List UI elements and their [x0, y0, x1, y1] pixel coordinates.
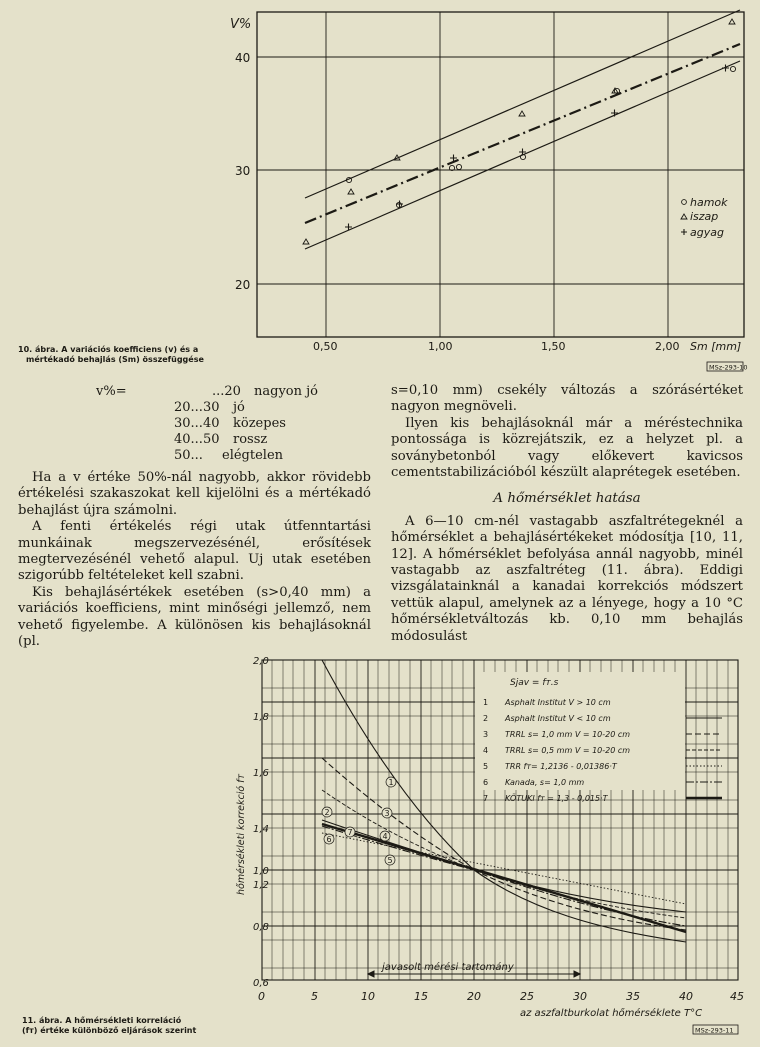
fig11-x-tick: 15 [414, 990, 428, 1003]
fig11-x-tick: 30 [573, 990, 587, 1003]
table-label: elégtelen [222, 448, 284, 463]
fig11-x-tick: 10 [361, 990, 375, 1003]
fig11-legend-num: 6 [483, 778, 489, 787]
fig11-y-tick: 1,8 [253, 712, 269, 723]
figure-10 [0, 0, 760, 380]
fig11-legend-num: 4 [483, 746, 489, 755]
fig10-stamp: MSz-293-10 [709, 363, 748, 372]
fig11-y-label: hőmérsékleti korrekció fт [236, 773, 247, 895]
fig10-x-tick: 0,50 [313, 340, 338, 353]
fig11-legend-item-6: Kanada, s= 1,0 mm [505, 778, 585, 787]
curve-marker-5: 5 [387, 856, 393, 865]
right-column [391, 383, 743, 645]
table-label: nagyon jó [254, 384, 318, 399]
left-paragraph-1: Ha a v értéke 50%-nál nagyobb, akkor rövidebb értékelési szakaszokat kell kijelölni és a mértékadó behajlást újra számolni. [18, 470, 371, 518]
right-paragraph-2: Ilyen kis behajlásoknál már a méréstechnika pontossága is közrejátszik, ez a helyzet pl. a soványbetonból vagy előkevert kavicsos cementstabilizációból készült alaprétegek esetében. [391, 415, 743, 481]
table-range: 20...30 [174, 400, 220, 415]
fig11-x-label: az aszfaltburkolat hőmérséklete T°C [520, 1008, 703, 1019]
fig11-x-tick: 0 [258, 990, 265, 1003]
fig11-y-tick: 1,2 [253, 880, 269, 891]
fig11-y-tick: 0,6 [253, 978, 269, 989]
fig10-y-tick: 20 [235, 278, 251, 292]
fig11-y-tick: 1,6 [253, 768, 269, 779]
fig11-x-tick: 25 [520, 990, 534, 1003]
fig11-y-tick: 1,4 [253, 824, 269, 835]
fig11-legend-num: 1 [483, 698, 489, 707]
fig11-x-tick: 35 [626, 990, 640, 1003]
fig11-legend-item-3: TRRL s= 1,0 mm V = 10-20 cm [505, 730, 631, 739]
fig10-x-tick: 2,00 [655, 340, 680, 353]
section-heading: A hőmérséklet hatása [493, 491, 641, 507]
fig11-legend-item-7: KÖTUKI fт = 1,3 - 0,015·T [505, 794, 608, 803]
table-label: rossz [233, 432, 268, 447]
fig11-legend-num: 7 [483, 794, 489, 803]
fig10-x-label: Sm [mm] [690, 340, 742, 353]
fig10-y-label: V% [230, 17, 252, 32]
fig11-legend-num: 2 [483, 714, 489, 723]
table-range: ...20 [212, 384, 241, 399]
fig11-legend-title: Sjav = fт.s [510, 678, 559, 688]
fig10-caption-line1: 10. ábra. A variációs koefficiens (v) és a [18, 345, 199, 354]
fig11-x-tick: 45 [730, 990, 744, 1003]
fig10-caption-line2: mértékadó behajlás (Sm) összefüggése [26, 355, 204, 364]
right-paragraph-3: A 6—10 cm-nél vastagabb aszfaltrétegeknél a hőmérséklet a behajlásértékeket módosítja [10, 11, 12]. A hőmérséklet befolyása annál nagyobb, minél vastagabb az aszfaltréteg (11. ábra). Eddigi vizsgálatainknál a kanadai korrekciós módszert vettük alapul, amelynek az a lényege, hogy a 10 °C hőmérsékletváltozás kb. 0,10 mm behajlás módosulást [391, 513, 743, 644]
left-paragraph-3: Kis behajlásértékek esetében (s>0,40 mm) a variációs koefficiens, mint minőségi jellemző, nem vehető figyelembe. A különösen kis behajlásoknál (pl. [18, 584, 371, 650]
table-label: közepes [233, 416, 286, 431]
fig10-legend-agyag: agyag [690, 226, 724, 239]
left-column [18, 470, 371, 650]
fig11-legend-num: 3 [483, 730, 489, 739]
fig11-caption-line1: 11. ábra. A hőmérsékleti korreláció [22, 1016, 182, 1025]
curve-7 [322, 824, 686, 932]
fig11-legend-item-4: TRRL s= 0,5 mm V = 10-20 cm [505, 746, 631, 755]
table-range: 40...50 [174, 432, 220, 447]
figure-11 [0, 640, 760, 1047]
curve-marker-7: 7 [347, 828, 353, 837]
fig11-legend-item-2: Asphalt Institut V < 10 cm [505, 714, 611, 723]
table-range: 50... [174, 448, 203, 463]
fig11-x-tick: 20 [467, 990, 481, 1003]
fig11-caption-line2: (fт) értéke különböző eljárások szerint [22, 1026, 197, 1035]
right-paragraph-1: s=0,10 mm) csekély változás a szórásértéket nagyon megnöveli. [391, 383, 743, 415]
recommended-range-label: javasolt mérési tartomány [382, 962, 514, 973]
fig11-y-tick: 1,0 [253, 866, 269, 877]
curve-2 [322, 820, 686, 912]
curve-marker-2: 2 [324, 808, 330, 817]
curve-marker-4: 4 [382, 832, 388, 841]
series-iszap [303, 19, 735, 244]
fig11-x-tick: 40 [679, 990, 693, 1003]
fig11-y-tick: 2,0 [253, 656, 269, 667]
fig11-caption [22, 1016, 242, 1036]
table-label: jó [233, 400, 245, 415]
fig10-legend-iszap: iszap [690, 210, 719, 223]
curve-4 [322, 790, 686, 918]
series-agyag [345, 65, 729, 231]
fig10-x-tick: 1,00 [428, 340, 453, 353]
table-header: v%= [96, 384, 127, 399]
fig11-x-tick: 5 [311, 990, 318, 1003]
fig10-x-tick: 1,50 [541, 340, 566, 353]
fig11-legend-item-5: TRR fт= 1,2136 - 0,01386·T [505, 762, 617, 771]
left-paragraph-2: A fenti értékelés régi utak útfenntartási munkáinak megszervezésénél, erősítések megtervezésénél vehető alapul. Uj utak esetében szigorúbb feltételeket kell szabni. [18, 519, 371, 584]
fig10-legend-hamok: hamok [690, 196, 728, 209]
curve-marker-1: 1 [388, 778, 394, 787]
table-range: 30...40 [174, 416, 220, 431]
fig11-stamp: MSz-293-11 [695, 1026, 734, 1035]
fig10-y-tick: 30 [235, 164, 251, 178]
curve-marker-3: 3 [384, 809, 390, 818]
rating-table [96, 384, 366, 464]
curve-5 [322, 833, 686, 904]
fig10-y-tick: 40 [235, 51, 251, 65]
fig11-legend-num: 5 [483, 762, 489, 771]
curve-marker-6: 6 [326, 835, 332, 844]
fig11-legend-item-1: Asphalt Institut V > 10 cm [505, 698, 611, 707]
fig10-caption [18, 345, 238, 365]
fig11-y-tick: 0,8 [253, 922, 269, 933]
